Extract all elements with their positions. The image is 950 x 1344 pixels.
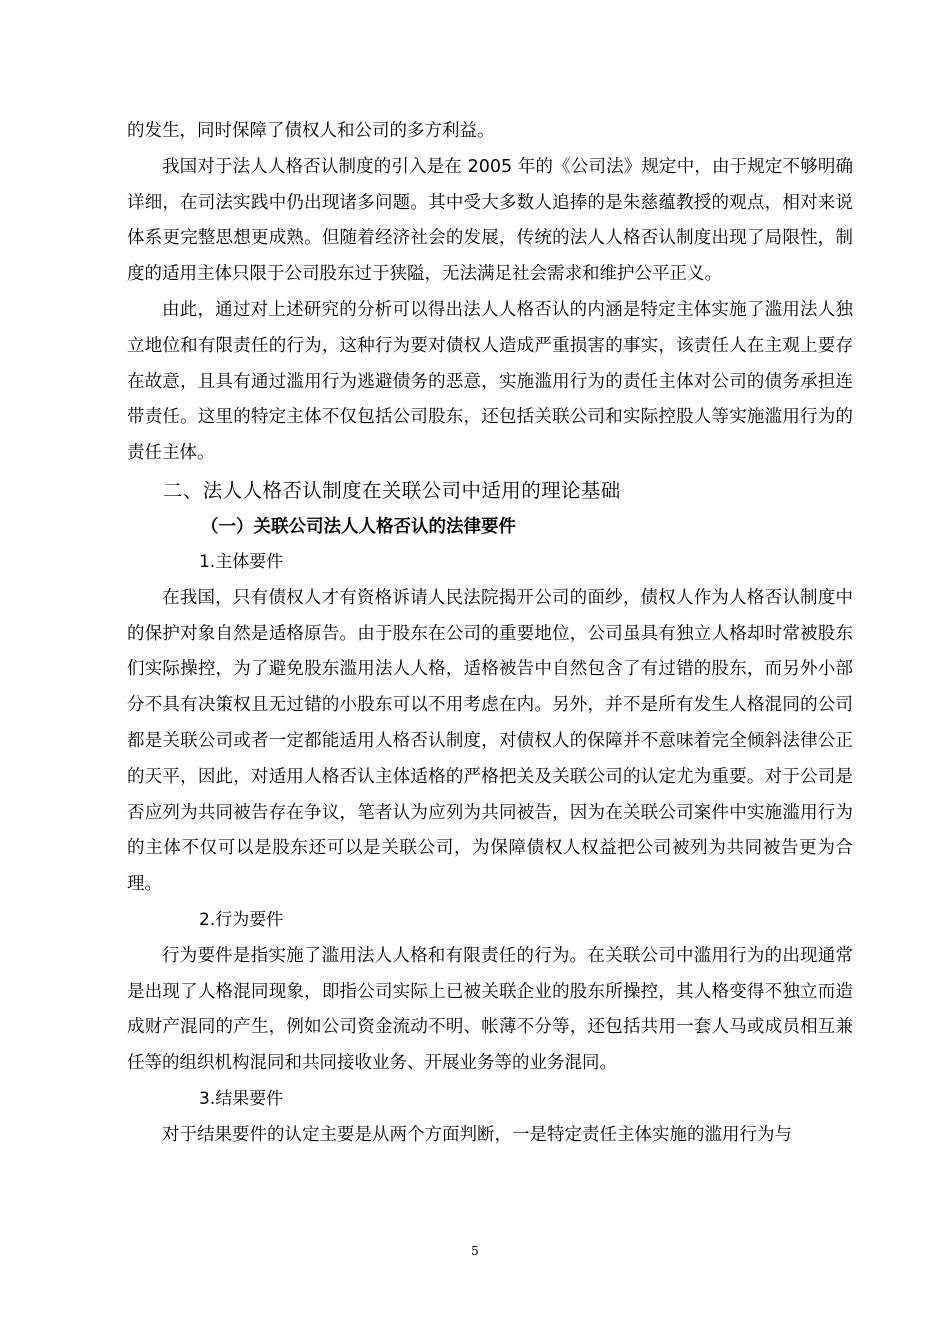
paragraph-continuation: 的发生，同时保障了债权人和公司的多方利益。 xyxy=(127,121,495,141)
item-heading-act-element: 2.行为要件 xyxy=(199,909,284,930)
paragraph-introduction-history: 我国对于法人人格否认制度的引入是在 2005 年的《公司法》规定中，由于规定不够明确详细，在司法实践中仍出现诸多问题。其中受大多数人追捧的是朱慈蕴教授的观点，相对来说体系更完整思想更成熟。但随着经济社会的发展，传统的法人人格否认制度出现了局限性，制度的适用主体只限于公司股东过于狭隘，无法满足社会需求和维护公平正义。 xyxy=(127,156,853,285)
paragraph-subject-element: 在我国，只有债权人才有资格诉请人民法院揭开公司的面纱，债权人作为人格否认制度中的保护对象自然是适格原告。由于股东在公司的重要地位，公司虽具有独立人格却时常被股东们实际操控，为了避免股东滥用法人人格，适格被告中自然包含了有过错的股东，而另外小部分不具有决策权且无过错的小股东可以不用考虑在内。另外，并不是所有发生人格混同的公司都是关联公司或者一定都能适用人格否认制度，对债权人的保障并不意味着完全倾斜法律公正的天平，因此，对适用人格否认主体适格的严格把关及关联公司的认定尤为重要。对于公司是否应列为共同被告存在争议，笔者认为应列为共同被告，因为在关联公司案件中实施滥用行为的主体不仅可以是股东还可以是关联公司，为保障债权人权益把公司被列为共同被告更为合理。 xyxy=(127,587,853,895)
paragraph-act-element: 行为要件是指实施了滥用法人人格和有限责任的行为。在关联公司中滥用行为的出现通常是出现了人格混同现象，即指公司实际上已被关联企业的股东所操控，其人格变得不独立而造成财产混同的产生，例如公司资金流动不明、帐薄不分等，还包括共用一套人马或成员相互兼任等的组织机构混同和共同接收业务、开展业务等的业务混同。 xyxy=(127,945,853,1074)
paragraph-definition: 由此，通过对上述研究的分析可以得出法人人格否认的内涵是特定主体实施了滥用法人独立地位和有限责任的行为，这种行为要对债权人造成严重损害的事实，该责任人在主观上要存在故意，且具有通过滥用行为逃避债务的恶意，实施滥用行为的责任主体对公司的债务承担连带责任。这里的特定主体不仅包括公司股东，还包括关联公司和实际控股人等实施滥用行为的责任主体。 xyxy=(127,299,853,464)
paragraph-result-element: 对于结果要件的认定主要是从两个方面判断，一是特定责任主体实施的滥用行为与 xyxy=(162,1124,792,1145)
section-heading-theoretical-basis: 二、法人人格否认制度在关联公司中适用的理论基础 xyxy=(163,478,621,502)
subsection-heading-legal-elements: （一）关联公司法人人格否认的法律要件 xyxy=(201,516,516,537)
item-heading-result-element: 3.结果要件 xyxy=(199,1088,284,1109)
page-number: 5 xyxy=(471,1244,479,1258)
item-heading-subject-element: 1.主体要件 xyxy=(199,551,284,572)
page-body xyxy=(127,114,853,1154)
